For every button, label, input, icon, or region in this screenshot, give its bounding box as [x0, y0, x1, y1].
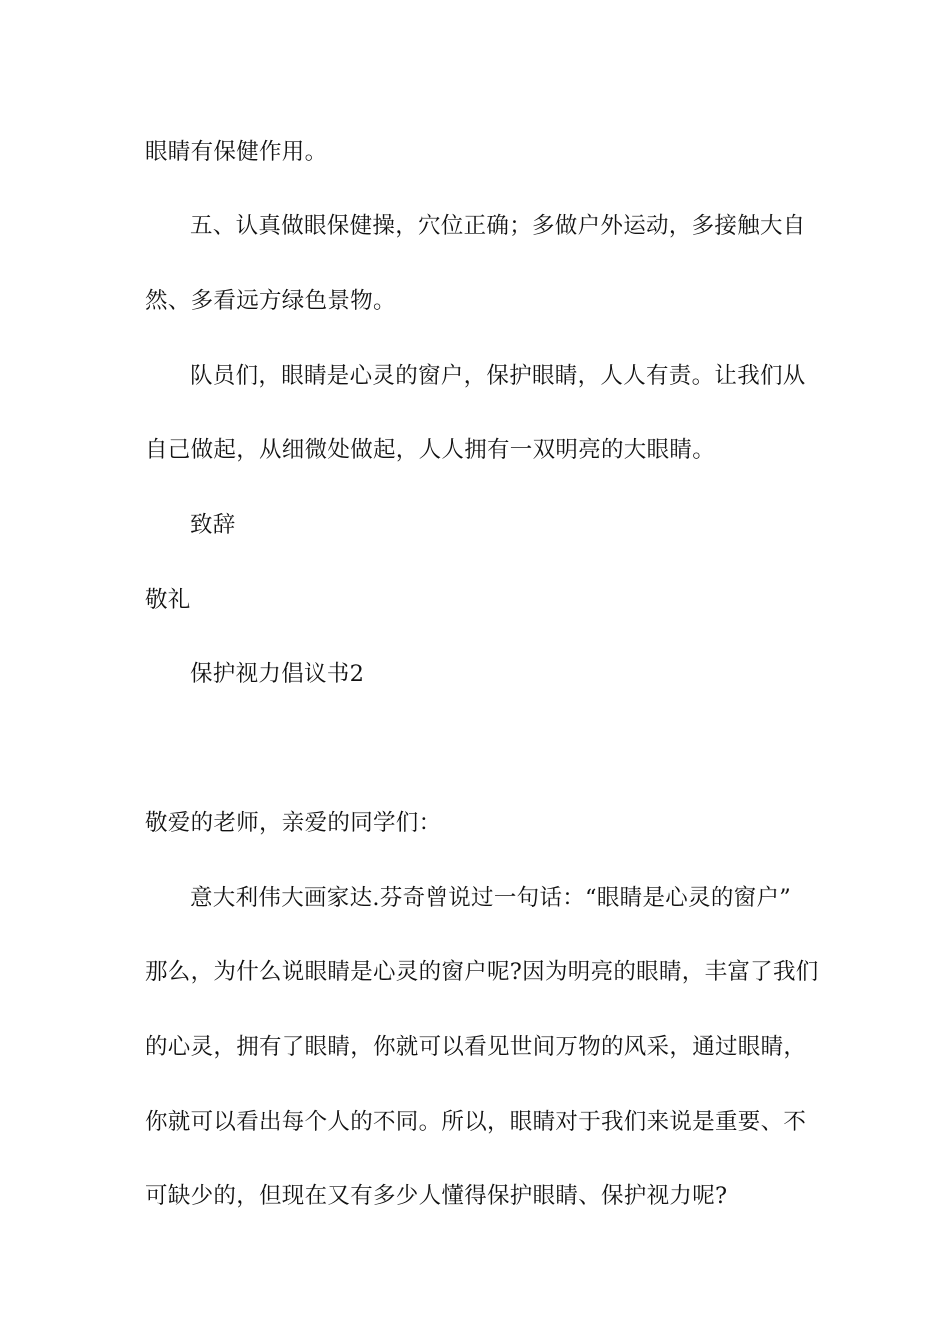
paragraph-line: 你就可以看出每个人的不同。所以，眼睛对于我们来说是重要、不 — [145, 1109, 807, 1135]
paragraph-line: 队员们，眼睛是心灵的窗户，保护眼睛，人人有责。让我们从 — [190, 363, 806, 389]
paragraph-line: 眼睛有保健作用。 — [145, 139, 328, 165]
salutation-closing: 敬礼 — [145, 587, 191, 613]
paragraph-line: 那么，为什么说眼睛是心灵的窗户呢?因为明亮的眼睛，丰富了我们 — [145, 959, 819, 985]
greeting-line: 敬爱的老师，亲爱的同学们： — [145, 810, 442, 836]
paragraph-line: 意大利伟大画家达.芬奇曾说过一句话：“眼睛是心灵的窗户” — [190, 885, 792, 911]
closing-phrase: 致辞 — [190, 512, 236, 538]
paragraph-line: 的心灵，拥有了眼睛，你就可以看见世间万物的风采，通过眼睛， — [145, 1034, 807, 1060]
section-title: 保护视力倡议书2 — [190, 661, 365, 687]
paragraph-line: 自己做起，从细微处做起，人人拥有一双明亮的大眼睛。 — [145, 437, 716, 463]
paragraph-line: 然、多看远方绿色景物。 — [145, 288, 396, 314]
paragraph-line: 可缺少的，但现在又有多少人懂得保护眼睛、保护视力呢? — [145, 1183, 728, 1209]
paragraph-line: 五、认真做眼保健操，穴位正确；多做户外运动，多接触大自 — [190, 213, 806, 239]
